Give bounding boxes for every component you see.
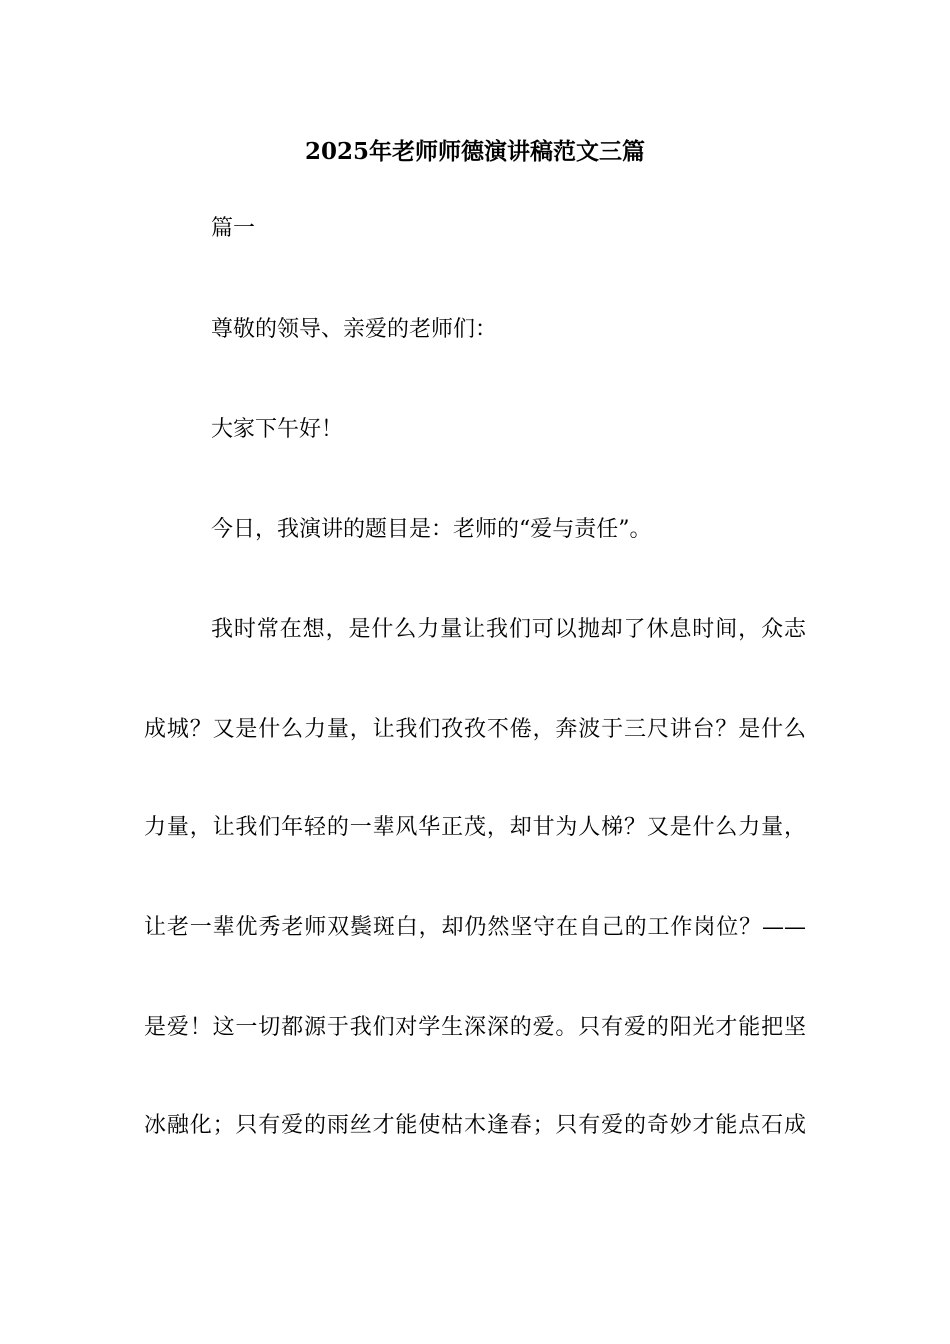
paragraph-line: 我时常在想，是什么力量让我们可以抛却了休息时间，众志 (211, 617, 806, 642)
paragraph-line: 成城？又是什么力量，让我们孜孜不倦，奔波于三尺讲台？是什么 (144, 717, 806, 742)
paragraph-line: 让老一辈优秀老师双鬓斑白，却仍然坚守在自己的工作岗位？—— (144, 915, 806, 940)
paragraph-line: 是爱！这一切都源于我们对学生深深的爱。只有爱的阳光才能把坚 (144, 1015, 806, 1040)
document-title: 2025年老师师德演讲稿范文三篇 (304, 138, 645, 165)
section-heading: 篇一 (211, 216, 256, 241)
greeting-line: 大家下午好！ (211, 417, 344, 442)
paragraph-line: 冰融化；只有爱的雨丝才能使枯木逢春；只有爱的奇妙才能点石成 (144, 1113, 806, 1138)
salutation-line: 尊敬的领导、亲爱的老师们： (211, 317, 498, 342)
intro-line: 今日，我演讲的题目是：老师的“爱与责任”。 (211, 517, 652, 542)
paragraph-line: 力量，让我们年轻的一辈风华正茂，却甘为人梯？又是什么力量， (144, 815, 806, 840)
